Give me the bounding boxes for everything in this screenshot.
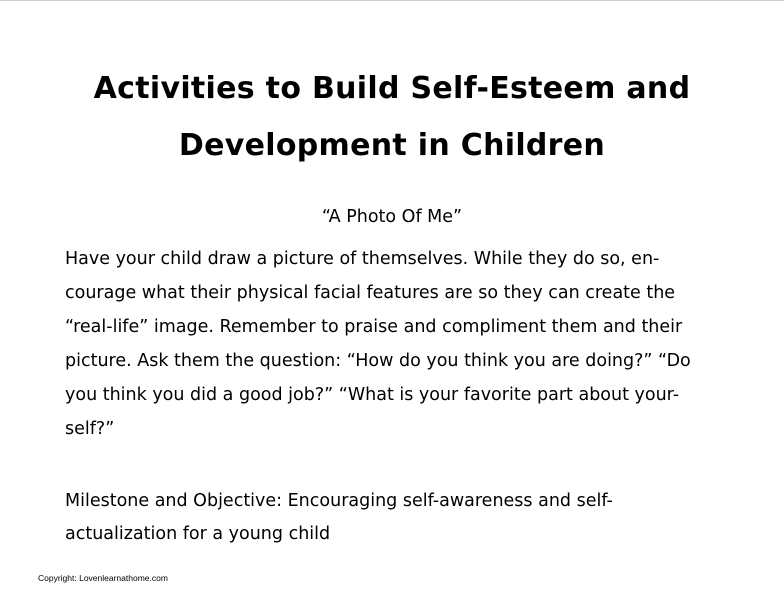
description-line: picture. Ask them the question: “How do you think you are doing?” “Do xyxy=(65,351,691,371)
description-line: “real-life” image. Remember to praise and compliment them and their xyxy=(65,317,683,337)
top-border xyxy=(0,0,784,1)
title-line-1: Activities to Build Self-Esteem and xyxy=(93,71,691,106)
description-line: Have your child draw a picture of themselves. While they do so, en- xyxy=(65,249,660,269)
milestone-line: Milestone and Objective: Encouraging self-awareness and self- xyxy=(65,491,613,511)
activity-title: “A Photo Of Me” xyxy=(321,207,463,227)
copyright-notice: Copyright: Lovenlearnathome.com xyxy=(38,573,168,583)
description-line: you think you did a good job?” “What is your favorite part about your- xyxy=(65,385,680,405)
title-line-2: Development in Children xyxy=(178,128,606,163)
description-line: courage what their physical facial features are so they can create the xyxy=(65,283,676,303)
description-line: self?” xyxy=(65,419,115,439)
milestone-line: actualization for a young child xyxy=(65,524,331,544)
